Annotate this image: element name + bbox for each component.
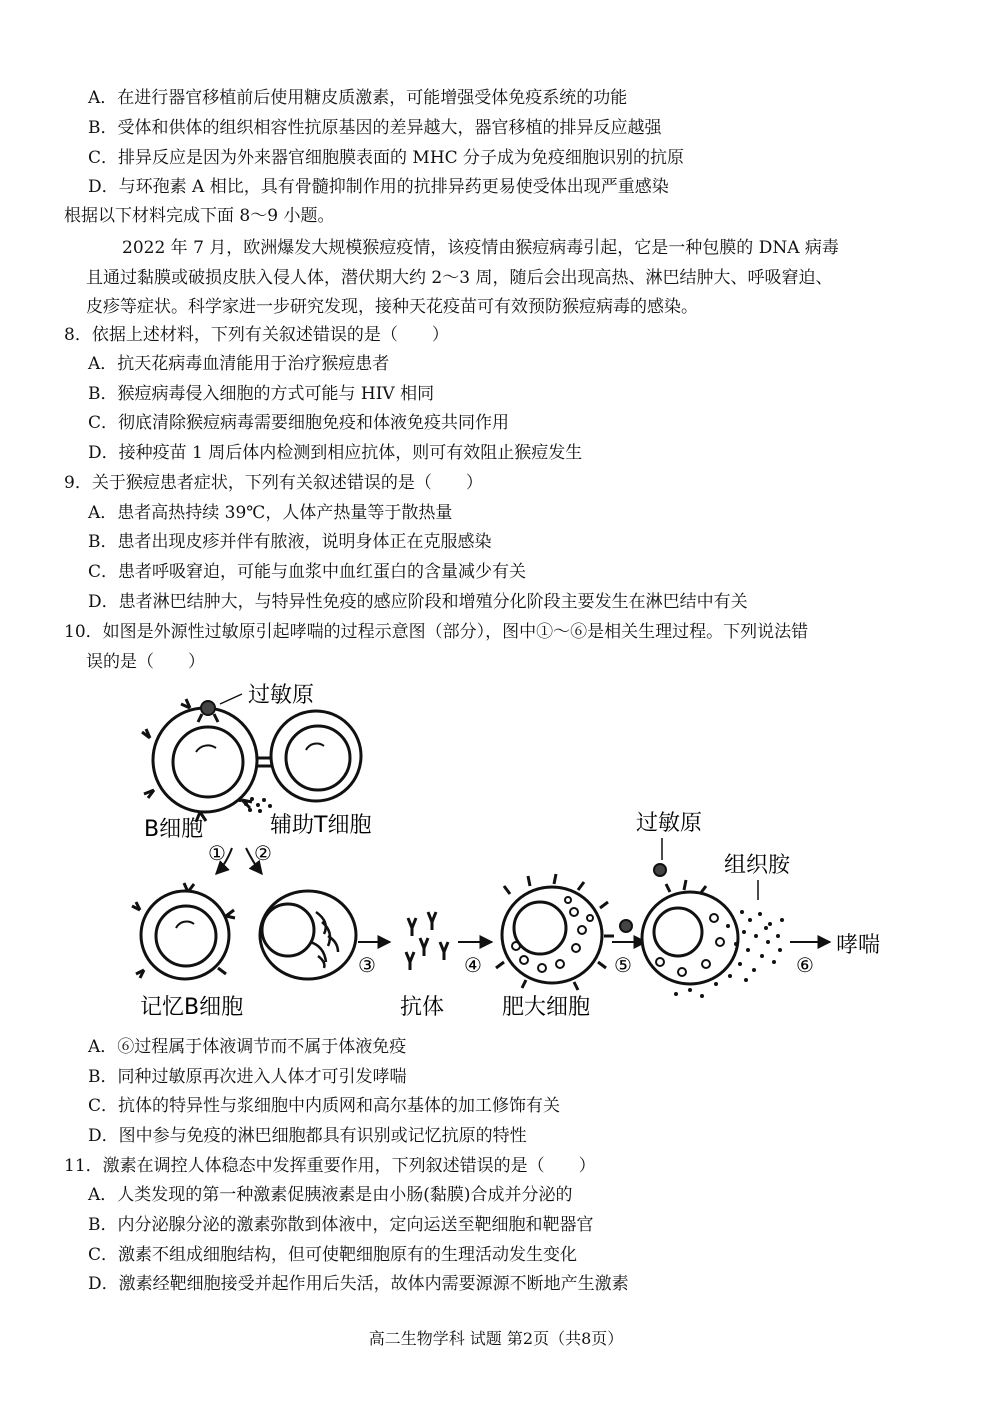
asthma-label: 哮喘	[836, 933, 881, 958]
step-3-label: ③	[358, 953, 376, 977]
material-intro: 根据以下材料完成下面 8～9 小题。	[64, 206, 335, 226]
helper-t-label: 辅助T细胞	[270, 813, 372, 838]
step-1-label: ①	[208, 841, 226, 865]
q11-option-a: A．人类发现的第一种激素促胰液素是由小肠(黏膜)合成并分泌的	[88, 1185, 573, 1205]
diagram-svg	[130, 680, 890, 1030]
q10-stem-line2: 误的是（ ）	[86, 652, 205, 672]
antibody-shapes	[406, 912, 448, 970]
degranulating-mast-cell-shape	[642, 880, 738, 984]
q8-option-c: C．彻底清除猴痘病毒需要细胞免疫和体液免疫共同作用	[88, 413, 510, 433]
b-cell-label: B细胞	[144, 817, 204, 842]
allergen-right-label: 过敏原	[636, 811, 703, 836]
material-line-3: 皮疹等症状。科学家进一步研究发现，接种天花疫苗可有效预防猴痘病毒的感染。	[86, 297, 698, 317]
page-footer: 高二生物学科 试题 第2页（共8页）	[368, 1329, 624, 1348]
q7-option-a: A．在进行器官移植前后使用糖皮质激素，可能增强受体免疫系统的功能	[88, 88, 628, 108]
step-2-label: ②	[254, 841, 272, 865]
q8-stem: 8．依据上述材料，下列有关叙述错误的是（ ）	[64, 325, 449, 345]
memory-b-cell-shape	[132, 883, 235, 979]
q7-option-c: C．排异反应是因为外来器官细胞膜表面的 MHC 分子成为免疫细胞识别的抗原	[88, 148, 685, 168]
material-line-1: 2022 年 7 月，欧洲爆发大规模猴痘疫情，该疫情由猴痘病毒引起，它是一种包膜的 DNA 病毒	[122, 238, 839, 258]
q8-option-a: A．抗天花病毒血清能用于治疗猴痘患者	[88, 354, 390, 374]
antibody-label: 抗体	[400, 995, 445, 1020]
helper-t-cell-shape	[271, 711, 361, 801]
q11-option-c: C．激素不组成细胞结构，但可使靶细胞原有的生理活动发生变化	[88, 1245, 578, 1265]
step-6-label: ⑥	[796, 953, 814, 977]
q8-option-d: D．接种疫苗 1 周后体内检测到相应抗体，则可有效阻止猴痘发生	[88, 443, 583, 463]
q10-option-b: B．同种过敏原再次进入人体才可引发哮喘	[88, 1067, 407, 1087]
q8-option-b: B．猴痘病毒侵入细胞的方式可能与 HIV 相同	[88, 384, 435, 404]
allergy-asthma-diagram	[130, 680, 890, 1030]
q11-stem: 11．激素在调控人体稳态中发挥重要作用，下列叙述错误的是（ ）	[64, 1156, 596, 1176]
q10-option-d: D．图中参与免疫的淋巴细胞都具有识别或记忆抗原的特性	[88, 1126, 527, 1146]
mast-cell-shape	[496, 874, 614, 990]
material-line-2: 且通过黏膜或破损皮肤入侵人体，潜伏期大约 2～3 周，随后会出现高热、淋巴结肿大、呼吸窘迫、	[86, 268, 833, 288]
plasma-cell-shape	[260, 891, 356, 979]
q10-option-c: C．抗体的特异性与浆细胞中内质网和高尔基体的加工修饰有关	[88, 1096, 561, 1116]
q11-option-d: D．激素经靶细胞接受并起作用后失活，故体内需要源源不断地产生激素	[88, 1274, 629, 1294]
allergen-right-particle	[654, 864, 666, 876]
q10-stem-line1: 10．如图是外源性过敏原引起哮喘的过程示意图（部分），图中①～⑥是相关生理过程。下列说法错	[64, 622, 809, 642]
allergen-top-label: 过敏原	[248, 683, 315, 708]
q9-option-c: C．患者呼吸窘迫，可能与血浆中血红蛋白的含量减少有关	[88, 562, 527, 582]
allergen-particle	[620, 920, 632, 932]
memory-b-label: 记忆B细胞	[140, 995, 244, 1020]
q9-stem: 9．关于猴痘患者症状，下列有关叙述错误的是（ ）	[64, 473, 483, 493]
q10-option-a: A．⑥过程属于体液调节而不属于体液免疫	[88, 1037, 407, 1057]
q7-option-d: D．与环孢素 A 相比，具有骨髓抑制作用的抗排异药更易使受体出现严重感染	[88, 177, 669, 197]
q7-option-b: B．受体和供体的组织相容性抗原基因的差异越大，器官移植的排异反应越强	[88, 118, 662, 138]
q9-option-a: A．患者高热持续 39℃，人体产热量等于散热量	[88, 503, 453, 523]
step-5-label: ⑤	[614, 953, 632, 977]
q9-option-b: B．患者出现皮疹并伴有脓液，说明身体正在克服感染	[88, 532, 492, 552]
q11-option-b: B．内分泌腺分泌的激素弥散到体液中，定向运送至靶细胞和靶器官	[88, 1215, 594, 1235]
mast-cell-label: 肥大细胞	[502, 995, 591, 1020]
q9-option-d: D．患者淋巴结肿大，与特异性免疫的感应阶段和增殖分化阶段主要发生在淋巴结中有关	[88, 592, 748, 612]
histamine-label: 组织胺	[724, 853, 791, 878]
step-4-label: ④	[464, 953, 482, 977]
